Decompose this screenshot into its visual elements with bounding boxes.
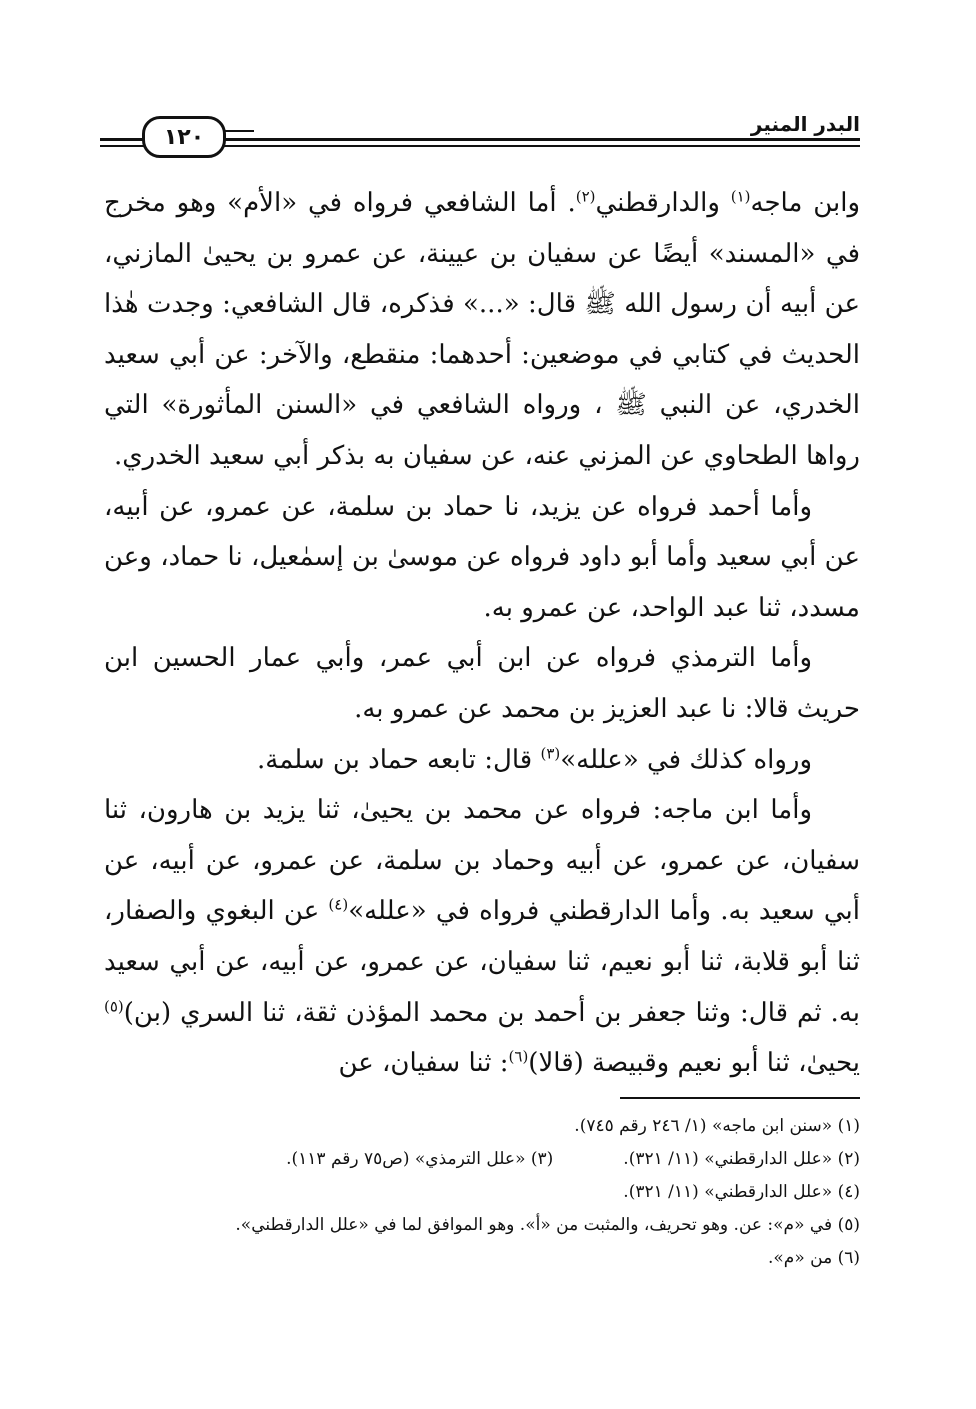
footnote-3: (٣) «علل الترمذي» (ص٧٥ رقم ١١٣). xyxy=(286,1149,554,1169)
paragraph-5 xyxy=(104,785,860,1089)
header-rule-stub xyxy=(224,130,254,132)
footnote-row-2-3 xyxy=(104,1143,860,1176)
footnote-ref-3[interactable]: (٣) xyxy=(540,743,561,762)
text-run: وابن ماجه xyxy=(750,188,860,218)
footnote-6: (٦) من «م». xyxy=(768,1248,860,1268)
footnote-5: (٥) في «م»: عن. وهو تحريف، والمثبت من «أ». وهو الموافق لما في «علل الدارقطني». xyxy=(235,1215,860,1235)
footnote-2: (٢) «علل الدارقطني» (١١/ ٣٢١). xyxy=(623,1149,860,1169)
text-run: ورواه كذلك في «علله» xyxy=(560,744,812,775)
footnotes xyxy=(104,1110,860,1275)
book-title: البدر المنير xyxy=(750,112,860,136)
footnote-separator xyxy=(620,1097,860,1099)
footnote-ref-4[interactable]: (٤) xyxy=(328,895,349,914)
text-run: يحيىٰ، ثنا أبو نعيم وقبيصة (قالا) xyxy=(528,1048,860,1079)
paragraph-2: وأما أحمد فرواه عن يزيد، نا حماد بن سلمة، عن عمرو، عن أبيه، عن أبي سعيد وأما أبو داود فرواه عن موسىٰ بن إسمٰعيل، نا حماد، وعن مسدد، ثنا عبد الواحد، عن عمرو به. xyxy=(104,491,860,623)
footnote-ref-2[interactable]: (٢) xyxy=(575,187,596,206)
footnote-4: (٤) «علل الدارقطني» (١١/ ٣٢١). xyxy=(623,1182,860,1202)
main-text xyxy=(104,178,860,1089)
footnote-1: (١) «سنن ابن ماجه» (١/ ٢٤٦ رقم ٧٤٥). xyxy=(574,1116,860,1136)
page-header xyxy=(100,112,860,162)
text-run: قال: تابعه حماد بن سلمة. xyxy=(257,744,541,775)
footnote-ref-6[interactable]: (٦) xyxy=(508,1047,529,1066)
footnote-ref-5[interactable]: (٥) xyxy=(104,996,124,1015)
page-number: ١٢٠ xyxy=(142,116,226,158)
text-run: . أما الشافعي فرواه في «الأم» وهو مخرج في «المسند» أيضًا عن سفيان بن عيينة، عن عمرو بن يحيىٰ المازني، عن أبيه أن رسول الله ﷺ قال: «...» فذكره، قال الشافعي: وجدت هٰذا الحديث في كتابي في موضعين: أحدهما: منقطع، والآخر: عن أبي سعيد الخدري، عن النبي ﷺ ، ورواه الشافعي في «السنن المأثورة» التي رواها الطحاوي عن المزني عنه، عن سفيان به بذكر أبي سعيد الخدري. xyxy=(104,188,860,471)
paragraph-4 xyxy=(104,735,860,786)
paragraph-3: وأما الترمذي فرواه عن ابن أبي عمر، وأبي عمار الحسين ابن حريث قالا: نا عبد العزيز بن محمد عن عمرو به. xyxy=(104,643,860,724)
text-run: وأما ابن ماجه: فرواه عن محمد بن يحيىٰ، ثنا يزيد بن هارون، ثنا سفيان، عن عمرو، عن أبيه وحماد بن سلمة، عن عمرو، عن أبيه، عن أبي سعيد به. وأما الدارقطني فرواه في «علله» xyxy=(104,795,860,927)
text-run: والدارقطني xyxy=(595,188,731,218)
text-run: : ثنا سفيان، عن xyxy=(338,1048,509,1079)
paragraph-1 xyxy=(104,178,860,482)
footnote-ref-1[interactable]: (١) xyxy=(730,187,751,206)
text-run: عن البغوي والصفار، ثنا أبو قلابة، ثنا أبو نعيم، ثنا سفيان، عن عمرو، عن أبيه، عن أبي سعيد به. ثم قال: وثنا جعفر بن أحمد بن محمد المؤذن ثقة، ثنا السري (بن) xyxy=(104,896,860,1028)
